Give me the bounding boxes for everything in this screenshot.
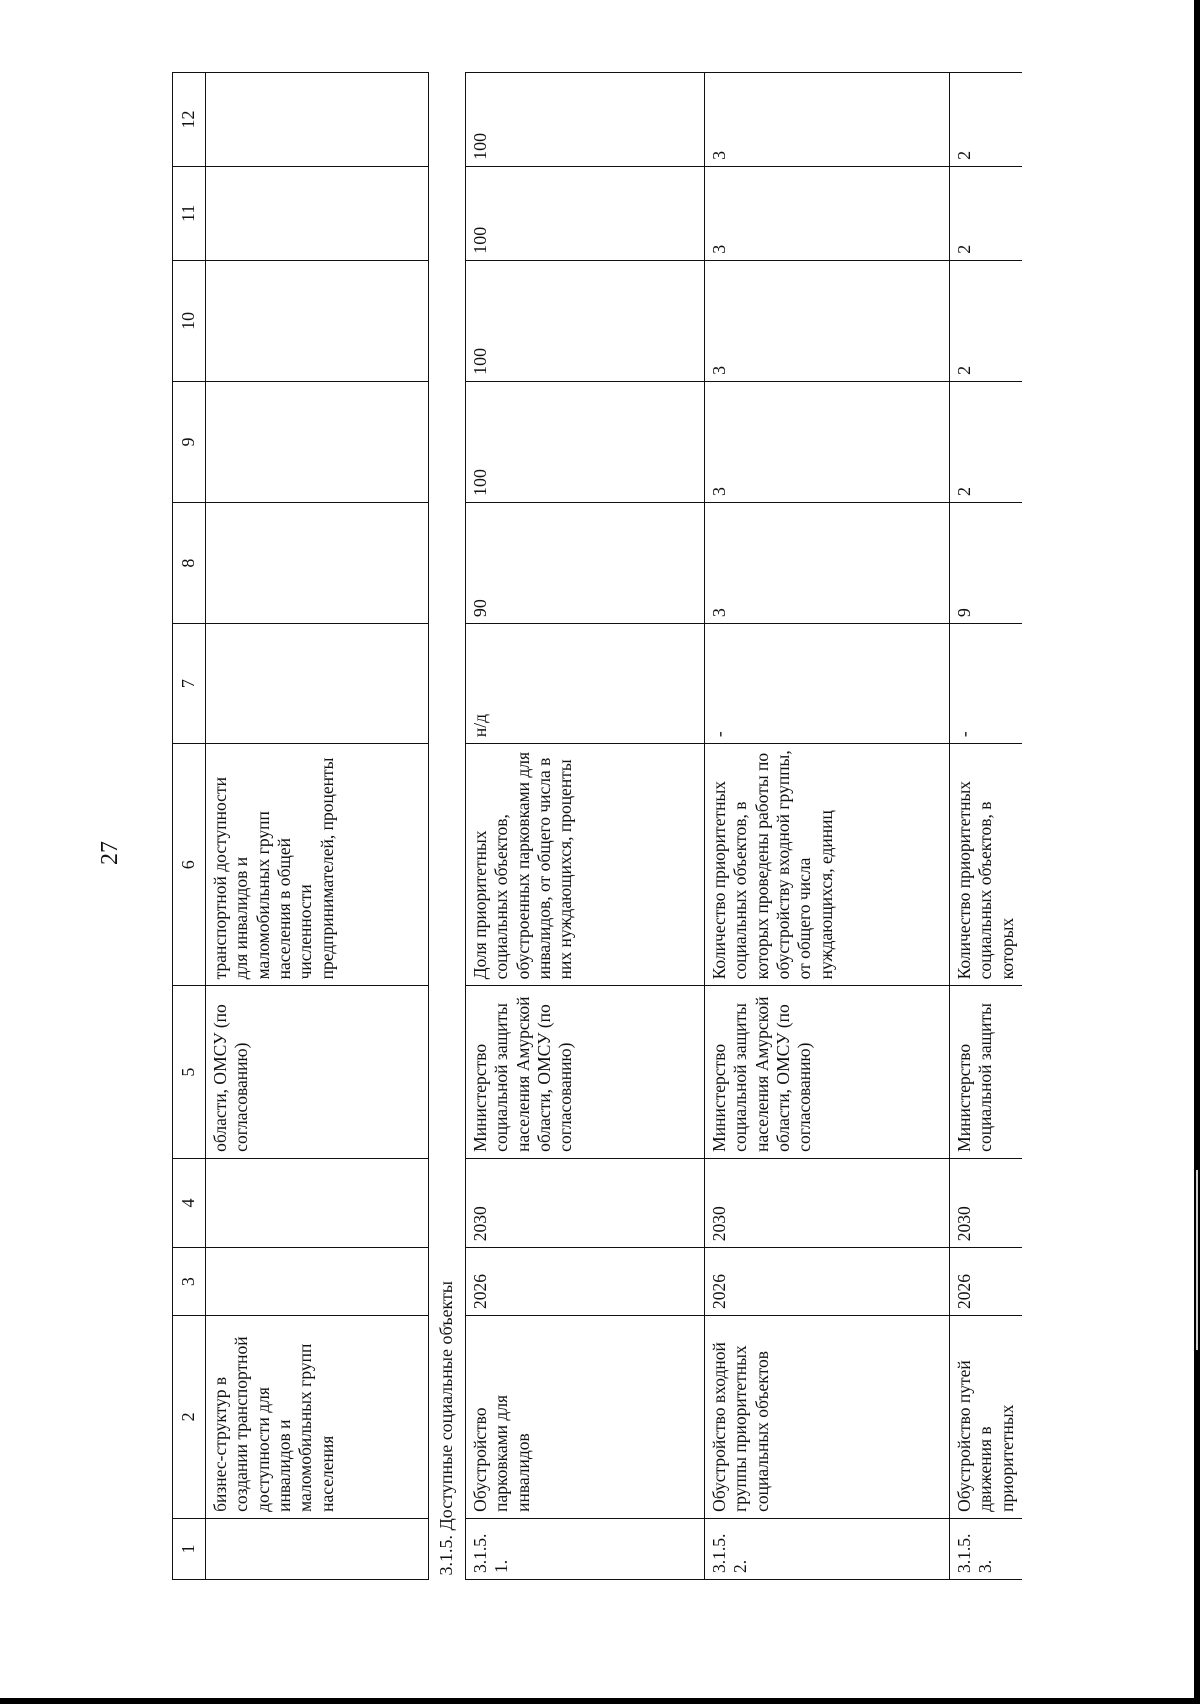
cell-base-value bbox=[206, 624, 429, 744]
col-header-1: 1 bbox=[173, 1518, 206, 1579]
cell-end-year bbox=[206, 1158, 429, 1247]
table-row bbox=[465, 73, 704, 1580]
scan-edge-mark bbox=[1196, 1170, 1198, 1350]
cell-value-10: 2 bbox=[949, 260, 1022, 381]
cell-code bbox=[206, 1518, 429, 1579]
cell-code: 3.1.5.2. bbox=[704, 1518, 949, 1579]
cell-end-year: 2030 bbox=[465, 1158, 704, 1247]
col-header-9: 9 bbox=[173, 381, 206, 502]
cell-responsible: Министерство социальной защиты bbox=[949, 986, 1022, 1158]
cell-base-value: - bbox=[704, 624, 949, 744]
cell-value-11: 3 bbox=[704, 166, 949, 260]
cell-value-9: 3 bbox=[704, 381, 949, 502]
cell-indicator: Доля приоритетных социальных объектов, обустроенных парковками для инвалидов, от общего числа в них нуждающихся, проценты bbox=[465, 744, 704, 986]
cell-measure: Обустройство входной группы приоритетных социальных объектов bbox=[704, 1315, 949, 1518]
cell-responsible: Министерство социальной защиты населения Амурской области, ОМСУ (по согласованию) bbox=[465, 986, 704, 1158]
col-header-7: 7 bbox=[173, 624, 206, 744]
cell-measure: Обустройство парковками для инвалидов bbox=[465, 1315, 704, 1518]
cell-responsible: Министерство социальной защиты населения Амурской области, ОМСУ (по согласованию) bbox=[704, 986, 949, 1158]
cell-value-12: 3 bbox=[704, 73, 949, 167]
cell-start-year bbox=[206, 1248, 429, 1316]
cell-value-11: 2 bbox=[949, 166, 1022, 260]
cell-base-value: - bbox=[949, 624, 1022, 744]
cell-code: 3.1.5.1. bbox=[465, 1518, 704, 1579]
cell-value-10: 100 bbox=[465, 260, 704, 381]
cell-measure: бизнес-структур в создании транспортной доступности для инвалидов и маломобильных групп населения bbox=[206, 1315, 429, 1518]
cell-start-year: 2026 bbox=[949, 1248, 1022, 1316]
col-header-10: 10 bbox=[173, 260, 206, 381]
section-row bbox=[429, 73, 466, 1580]
col-header-11: 11 bbox=[173, 166, 206, 260]
cell-value-8: 90 bbox=[465, 503, 704, 624]
col-header-6: 6 bbox=[173, 744, 206, 986]
program-table bbox=[172, 72, 1022, 1580]
col-header-3: 3 bbox=[173, 1248, 206, 1316]
cell-code: 3.1.5.3. bbox=[949, 1518, 1022, 1579]
col-header-5: 5 bbox=[173, 986, 206, 1158]
cell-value-10: 3 bbox=[704, 260, 949, 381]
cell-base-value: н/д bbox=[465, 624, 704, 744]
cell-value-8: 3 bbox=[704, 503, 949, 624]
cell-responsible: области, ОМСУ (по согласованию) bbox=[206, 986, 429, 1158]
column-number-row bbox=[173, 73, 206, 1580]
cell-start-year: 2026 bbox=[704, 1248, 949, 1316]
cell-value-9 bbox=[206, 381, 429, 502]
cell-indicator: Количество приоритетных социальных объектов, в которых проведены работы по обустройству входной группы, от общего числа нуждающихся, единиц bbox=[704, 744, 949, 986]
page-number: 27 bbox=[97, 841, 123, 865]
col-header-12: 12 bbox=[173, 73, 206, 167]
cell-indicator: транспортной доступности для инвалидов и маломобильных групп населения в общей численности предприниматeлей, проценты bbox=[206, 744, 429, 986]
rotated-table-wrapper bbox=[172, 72, 1122, 1580]
cell-value-12 bbox=[206, 73, 429, 167]
cell-end-year: 2030 bbox=[704, 1158, 949, 1247]
cell-value-12: 100 bbox=[465, 73, 704, 167]
table-row bbox=[949, 73, 1022, 1580]
col-header-8: 8 bbox=[173, 503, 206, 624]
cell-value-8: 9 bbox=[949, 503, 1022, 624]
table-row bbox=[704, 73, 949, 1580]
cell-value-10 bbox=[206, 260, 429, 381]
section-title: 3.1.5. Доступные социальные объекты bbox=[429, 73, 466, 1580]
cell-end-year: 2030 bbox=[949, 1158, 1022, 1247]
col-header-4: 4 bbox=[173, 1158, 206, 1247]
cell-value-8 bbox=[206, 503, 429, 624]
cell-start-year: 2026 bbox=[465, 1248, 704, 1316]
cell-value-9: 2 bbox=[949, 381, 1022, 502]
cell-value-9: 100 bbox=[465, 381, 704, 502]
cell-value-11 bbox=[206, 166, 429, 260]
cell-measure: Обустройство путей движения в приоритетных bbox=[949, 1315, 1022, 1518]
table-row bbox=[206, 73, 429, 1580]
cell-value-12: 2 bbox=[949, 73, 1022, 167]
col-header-2: 2 bbox=[173, 1315, 206, 1518]
cell-indicator: Количество приоритетных социальных объектов, в которых bbox=[949, 744, 1022, 986]
cell-value-11: 100 bbox=[465, 166, 704, 260]
